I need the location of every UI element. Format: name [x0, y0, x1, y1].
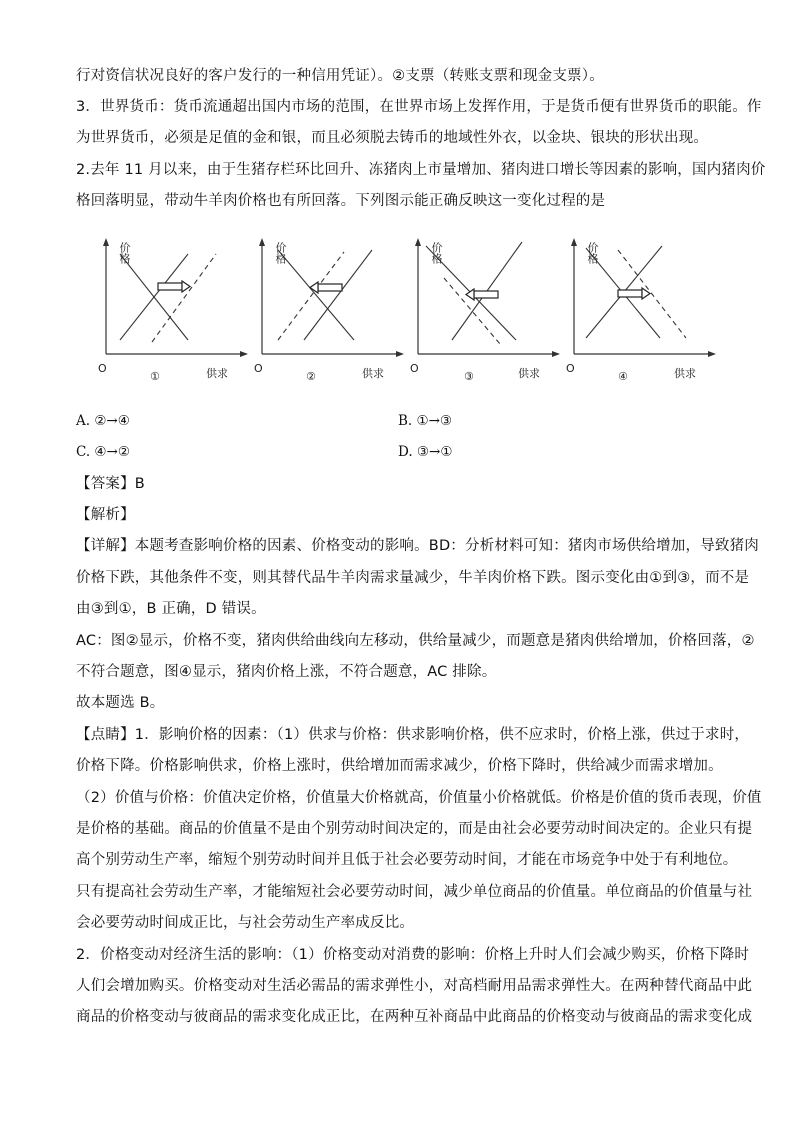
answer-line: 【答案】B — [76, 476, 145, 492]
text-line: 是价格的基础。商品的价值量不是由个别劳动时间决定的，而是由社会必要劳动时间决定的。企业只有提 — [76, 821, 753, 837]
question-stem: 格回落明显，带动牛羊肉价格也有所回落。下列图示能正确反映这一变化过程的是 — [76, 193, 606, 209]
origin-label: O — [566, 362, 575, 375]
option-a[interactable]: A. ②→④ — [76, 413, 130, 429]
origin-label: O — [254, 362, 263, 375]
y-axis-label: 价格 — [274, 242, 287, 264]
x-axis-label: 供求 — [674, 367, 696, 380]
text-line: 会必要劳动时间成正比，与社会劳动生产率成反比。 — [76, 915, 415, 931]
origin-label: O — [98, 362, 107, 375]
text-line: 只有提高社会劳动生产率，才能缩短社会必要劳动时间，减少单位商品的价值量。单位商品的价值量与社 — [76, 884, 753, 900]
graph-number: ① — [150, 370, 160, 383]
analysis-heading: 【解析】 — [76, 507, 135, 523]
y-axis-label: 价格 — [430, 242, 443, 264]
supply-demand-graph-3 — [404, 232, 564, 392]
x-axis-label: 供求 — [518, 367, 540, 380]
text-line: 高个别劳动生产率，缩短个别劳动时间并且低于社会必要劳动时间，才能在市场竞争中处于有利地位。 — [76, 852, 738, 868]
text-line: AC：图②显示，价格不变，猪肉供给曲线向左移动，供给量减少，而题意是猪肉供给增加，价格回落，② — [76, 633, 755, 649]
y-axis-label: 价格 — [118, 242, 131, 264]
graph-number: ② — [306, 370, 316, 383]
text-line: 行对资信状况良好的客户发行的一种信用凭证）。②支票（转账支票和现金支票）。 — [76, 68, 604, 84]
text-line: 价格下跌，其他条件不变，则其替代品牛羊肉需求量减少，牛羊肉价格下跌。图示变化由①到③，而不是 — [76, 570, 750, 586]
text-line: 人们会增加购买。价格变动对生活必需品的需求弹性小，对高档耐用品需求弹性大。在两种替代商品中此 — [76, 978, 753, 994]
text-line: 价格下降。价格影响供求，价格上涨时，供给增加而需求减少，价格下降时，供给减少而需求增加。 — [76, 758, 723, 774]
text-line: 故本题选 B。 — [76, 695, 165, 711]
y-axis-label: 价格 — [586, 242, 599, 264]
text-line: 2．价格变动对经济生活的影响：（1）价格变动对消费的影响：价格上升时人们会减少购买，价格下降时 — [76, 947, 750, 963]
text-line: 3．世界货币：货币流通超出国内市场的范围，在世界市场上发挥作用，于是货币便有世界货币的职能。作 — [76, 99, 762, 115]
graph-number: ④ — [618, 370, 628, 383]
text-line: 不符合题意，图④显示，猪肉价格上涨，不符合题意，AC 排除。 — [76, 664, 497, 680]
graph-number: ③ — [464, 370, 474, 383]
text-line: 【点睛】1．影响价格的因素：（1）供求与价格：供求影响价格，供不应求时，价格上涨，供过于求时， — [76, 727, 750, 743]
x-axis-label: 供求 — [362, 367, 384, 380]
x-axis-label: 供求 — [206, 367, 228, 380]
question-stem: 2.去年 11 月以来，由于生猪存栏环比回升、冻猪肉上市量增加、猪肉进口增长等因素的影响，国内猪肉价 — [76, 162, 766, 178]
option-c[interactable]: C. ④→② — [76, 444, 130, 460]
text-line: （2）价值与价格：价值决定价格，价值量大价格就高，价值量小价格就低。价格是价值的货币表现，价值 — [76, 790, 762, 806]
text-line: 由③到①，B 正确，D 错误。 — [76, 601, 266, 617]
supply-demand-graph-1 — [92, 232, 252, 392]
origin-label: O — [410, 362, 419, 375]
option-d[interactable]: D. ③→① — [398, 444, 453, 460]
text-line: 商品的价格变动与彼商品的需求变化成正比，在两种互补商品中此商品的价格变动与彼商品的需求变化成 — [76, 1009, 753, 1025]
text-line: 【详解】本题考查影响价格的因素、价格变动的影响。BD：分析材料可知：猪肉市场供给增加，导致猪肉 — [76, 538, 760, 554]
option-b[interactable]: B. ①→③ — [398, 413, 453, 429]
supply-demand-graph-4 — [560, 232, 720, 392]
text-line: 为世界货币，必须是足值的金和银，而且必须脱去铸币的地域性外衣，以金块、银块的形状出现。 — [76, 130, 709, 146]
supply-demand-graph-2 — [248, 232, 408, 392]
